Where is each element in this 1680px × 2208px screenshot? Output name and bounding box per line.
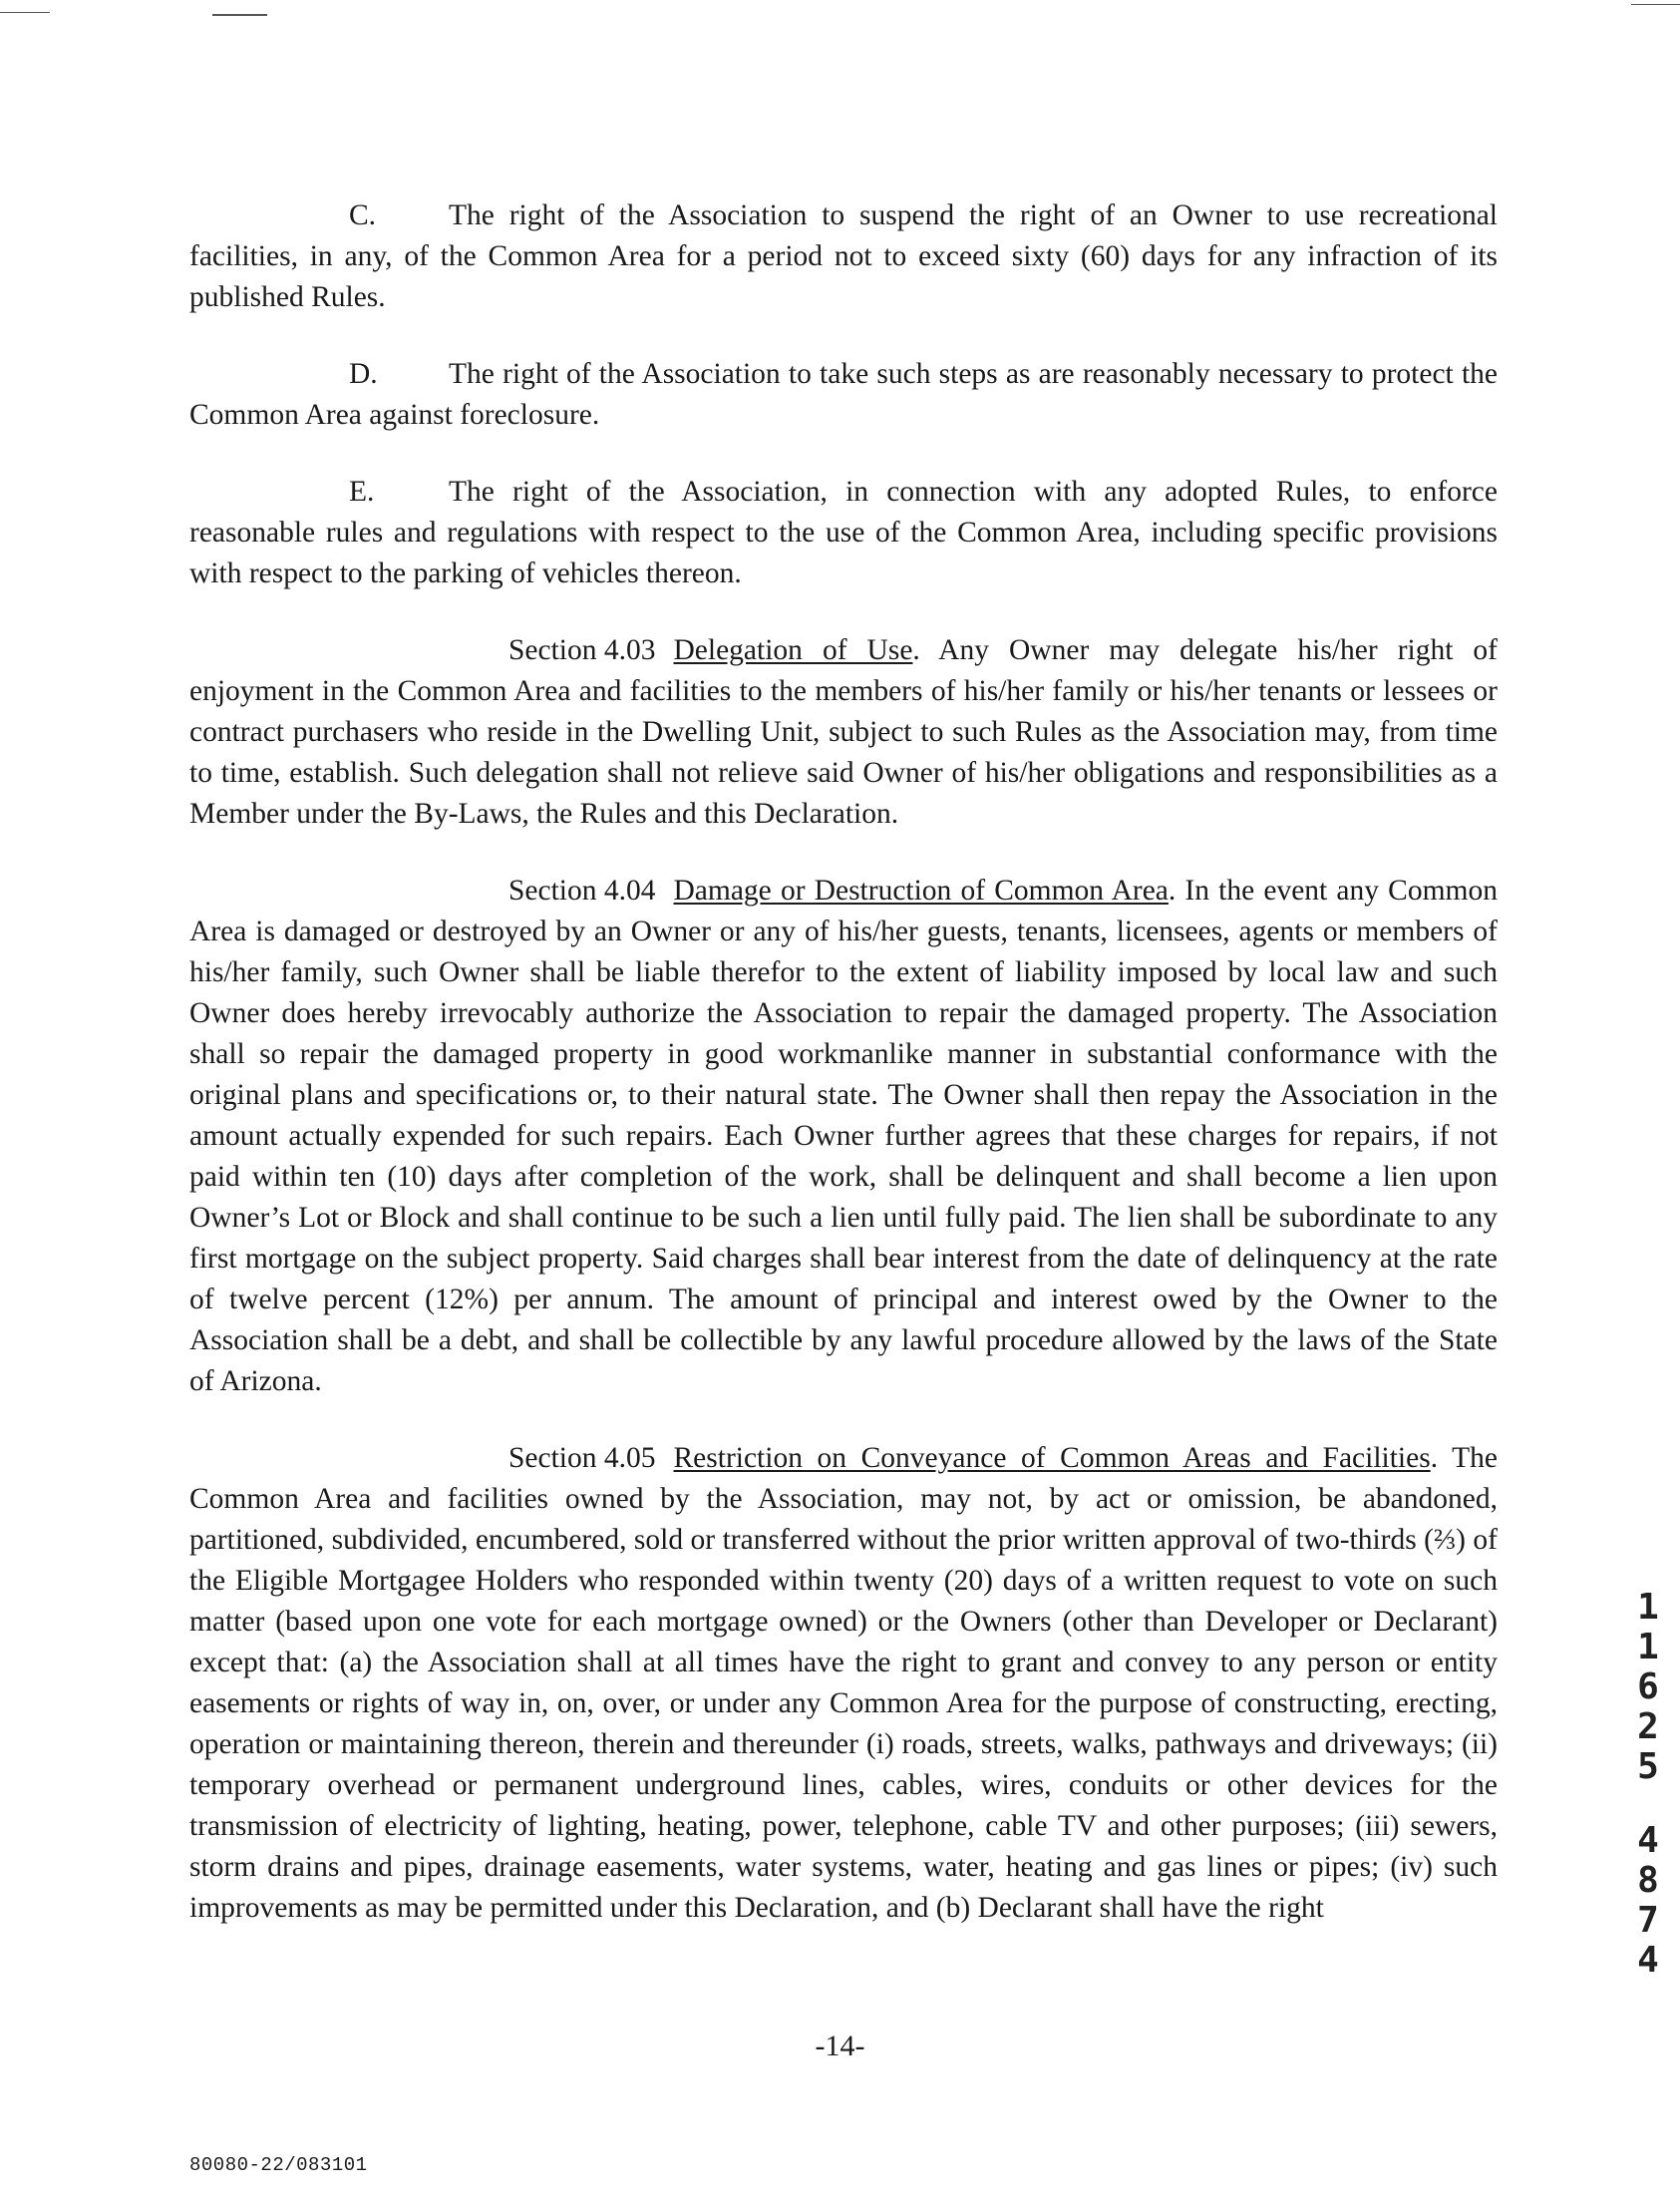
section-number: Section 4.05 [508,1442,656,1474]
scan-artifact-top-right [1631,4,1680,5]
paragraph-letter: C. [349,199,377,231]
section-4-04 [189,871,1498,1402]
section-number: Section 4.03 [508,634,656,666]
paragraph-d [189,354,1498,436]
stamp-digit: 8 [1637,1860,1659,1901]
section-4-03 [189,630,1498,835]
stamp-digit: 4 [1637,1940,1659,1981]
scan-artifact-top-left [0,12,50,13]
stamp-digit: 1 [1637,1627,1659,1667]
paragraph-c [189,195,1498,318]
section-text: . Any Owner may delegate his/her right of enjoyment in the Common Area and facilities to the members of his/her family or his/her tenants or lessees or contract purchasers who reside in the Dwelling Unit, subject to such Rules as the Association may, from time to time, establish. Such delegation shall not relieve said Owner of his/her obligations and responsibilities as a Member under the By-Laws, the Rules and this Declaration. [189,634,1499,830]
scan-artifact-top-mid [212,14,267,16]
stamp-digit: 2 [1637,1706,1659,1747]
stamp-digit: 6 [1637,1666,1659,1707]
paragraph-e [189,472,1498,594]
section-text: . In the event any Common Area is damaged or destroyed by an Owner or any of his/her guests, tenants, licensees, agents or members of his/her family, such Owner shall be liable therefor to the extent of liability imposed by local law and such Owner does hereby irrevocably authorize the Association to repair the damaged property. The Association shall so repair the damaged property in good workmanlike manner in substantial conformance with the original plans and specifications or, to their natural state. The Owner shall then repay the Association in the amount actually expended for such repairs. Each Owner further agrees that these charges for repairs, if not paid within ten (10) days after completion of the work, shall be delinquent and shall become a lien upon Owner’s Lot or Block and shall continue to be such a lien until fully paid. The lien shall be subordinate to any first mortgage on the subject property. Said charges shall bear interest from the date of delinquency at the rate of twelve percent (12%) per annum. The amount of principal and interest owed by the Owner to the Association shall be a debt, and shall be collectible by any lawful procedure allowed by the laws of the State of Arizona. [189,875,1498,1397]
document-reference: 80080-22/083101 [189,2154,368,2176]
stamp-digit: 4 [1637,1820,1659,1861]
section-heading: Restriction on Conveyance of Common Areas and Facilities [673,1442,1431,1474]
section-heading: Delegation of Use [673,634,913,666]
section-4-05 [189,1438,1498,1929]
paragraph-text: The right of the Association to suspend the right of an Owner to use recreational facilities, in any, of the Common Area for a period not to exceed sixty (60) days for any infraction of its published Rules. [189,199,1498,313]
recording-number-stamp [1633,1588,1663,1981]
stamp-digit: 5 [1637,1746,1659,1787]
stamp-digit: 1 [1637,1587,1659,1628]
paragraph-text: The right of the Association, in connection with any adopted Rules, to enforce reasonable rules and regulations with respect to the use of the Common Area, including specific provisions with respect to the parking of vehicles thereon. [189,476,1498,589]
stamp-digit: 7 [1637,1900,1659,1941]
page-number: -14- [815,2029,865,2062]
paragraph-letter: D. [349,358,378,390]
paragraph-text: The right of the Association to take such steps as are reasonably necessary to protect the Common Area against foreclosure. [189,358,1498,431]
section-heading: Damage or Destruction of Common Area [673,875,1169,907]
section-number: Section 4.04 [508,875,656,907]
paragraph-letter: E. [349,476,375,508]
document-body [189,195,1498,1929]
section-text: . The Common Area and facilities owned by the Association, may not, by act or omission, be abandoned, partitioned, subdivided, encumbered, sold or transferred without the prior written approval of two-thirds (⅔) of the Eligible Mortgagee Holders who responded within twenty (20) days of a written request to vote on such matter (based upon one vote for each mortgage owned) or the Owners (other than Developer or Declarant) except that: (a) the Association shall at all times have the right to grant and convey to any person or entity easements or rights of way in, on, over, or under any Common Area for the purpose of constructing, erecting, operation or maintaining thereon, therein and thereunder (i) roads, streets, walks, pathways and driveways; (ii) temporary overhead or permanent underground lines, cables, wires, conduits or other devices for the transmission of electricity of lighting, heating, power, telephone, cable TV and other purposes; (iii) sewers, storm drains and pipes, drainage easements, water systems, water, heating and gas lines or pipes; (iv) such improvements as may be permitted under this Declaration, and (b) Declarant shall have the right [189,1442,1498,1924]
